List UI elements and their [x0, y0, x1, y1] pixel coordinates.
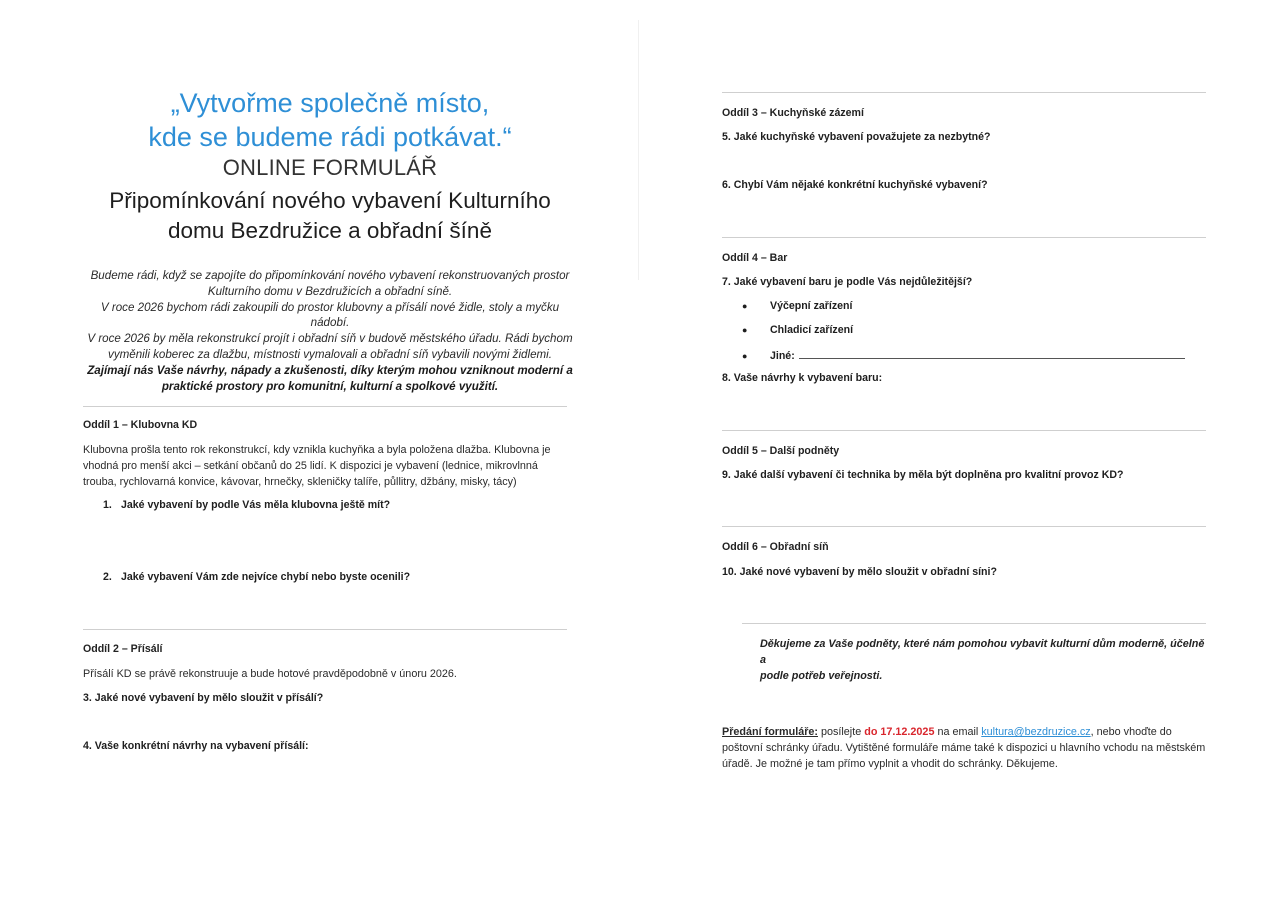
option-label: Výčepní zařízení: [770, 300, 853, 312]
option-item: [742, 348, 1185, 362]
thanks-line: Děkujeme za Vaše podněty, které nám pomohou vybavit kulturní dům moderně, účelně a: [760, 638, 1205, 666]
question-10: 10. Jaké nové vybavení by mělo sloužit v obřadní síni?: [722, 566, 997, 578]
quote-line-2: kde se budeme rádi potkávat.“: [148, 122, 512, 152]
intro-bold-line: Zajímají nás Vaše návrhy, nápady a zkušenosti, díky kterým mohou vzniknout moderní a: [87, 363, 573, 377]
intro-line: V roce 2026 by měla rekonstrukcí projít i obřadní síň v budově městského úřadu. Rádi bychom: [87, 332, 573, 346]
section-1-text-line: Klubovna prošla tento rok rekonstrukcí, kdy vznikla kuchyňka a byla položena dlažba. Klubovna je: [83, 444, 551, 456]
question-4: 4. Vaše konkrétní návrhy na vybavení přísálí:: [83, 740, 309, 752]
other-fill-line[interactable]: [799, 348, 1185, 359]
submission-label: Předání formuláře:: [722, 726, 818, 738]
thanks-line: podle potřeb veřejnosti.: [760, 670, 883, 682]
question-6: 6. Chybí Vám nějaké konkrétní kuchyňské vybavení?: [722, 179, 988, 191]
section-2-text: Přísálí KD se právě rekonstruuje a bude hotové pravděpodobně v únoru 2026.: [83, 668, 457, 680]
question-2-number: 2.: [103, 571, 112, 583]
section-1-text-line: vhodná pro menší akci – setkání občanů do 25 lidí. K dispozici je vybavení (lednice, mikrovlnná: [83, 460, 538, 472]
submission-text: , nebo vhoďte do: [1090, 726, 1172, 738]
divider: [722, 237, 1206, 238]
subtitle-line-1: Připomínkování nového vybavení Kulturního: [109, 188, 551, 213]
section-6-title: Oddíl 6 – Obřadní síň: [722, 541, 829, 553]
form-label: ONLINE FORMULÁŘ: [222, 155, 438, 180]
intro-bold-line: praktické prostory pro komunitní, kulturní a spolkové využití.: [161, 379, 499, 393]
intro-line: Kulturního domu v Bezdružicích a obřadní síně.: [207, 284, 453, 298]
bullet-icon: ●: [742, 325, 748, 335]
bullet-icon: ●: [742, 301, 748, 311]
submission-text: na email: [934, 726, 982, 738]
divider: [722, 430, 1206, 431]
bullet-icon: ●: [742, 351, 748, 361]
section-1-title: Oddíl 1 – Klubovna KD: [83, 419, 198, 431]
section-4-title: Oddíl 4 – Bar: [722, 252, 788, 264]
question-7: 7. Jaké vybavení baru je podle Vás nejdůležitější?: [722, 276, 973, 288]
header: [80, 86, 580, 246]
question-1-text: Jaké vybavení by podle Vás měla klubovna ještě mít?: [121, 499, 391, 511]
submission-info: [722, 724, 1212, 772]
page-separator: [638, 20, 639, 280]
intro-text: [76, 268, 584, 394]
question-2-text: Jaké vybavení Vám zde nejvíce chybí nebo byste ocenili?: [121, 571, 411, 583]
question-3: 3. Jaké nové vybavení by mělo sloužit v přísálí?: [83, 692, 324, 704]
intro-line: V roce 2026 bychom rádi zakoupili do prostor klubovny a přísálí nové židle, stoly a myčku: [100, 300, 560, 314]
question-1: [103, 499, 390, 511]
option-label: Chladicí zařízení: [770, 324, 854, 336]
section-2-title: Oddíl 2 – Přísálí: [83, 643, 163, 655]
divider: [722, 526, 1206, 527]
deadline: do 17.12.2025: [864, 726, 935, 738]
option-item: [742, 324, 853, 336]
question-2: [103, 571, 410, 583]
question-9: 9. Jaké další vybavení či technika by měla být doplněna pro kvalitní provoz KD?: [722, 469, 1124, 481]
intro-line: Budeme rádi, když se zapojíte do připomínkování nového vybavení rekonstruovaných prostor: [90, 269, 570, 282]
section-1-text: [83, 442, 583, 490]
option-item: [742, 300, 852, 312]
intro-line: nádobí.: [310, 316, 350, 330]
divider: [83, 629, 567, 630]
intro-line: vyměnili koberec za dlažbu, místnosti vymalovali a obřadní síň vybavili novými židlemi.: [108, 347, 552, 361]
subtitle-line-2: domu Bezdružice a obřadní šíně: [168, 218, 492, 243]
section-1-text-line: trouba, rychlovarná konvice, kávovar, hrnečky, skleničky talíře, půllitry, džbány, misky, tácy): [83, 476, 517, 488]
submission-line-2: poštovní schránky úřadu. Vytištěné formuláře máme také k dispozici u hlavního vchodu na městském: [722, 742, 1206, 754]
question-5: 5. Jaké kuchyňské vybavení považujete za nezbytné?: [722, 131, 991, 143]
divider: [83, 406, 567, 407]
option-label: Jiné:: [770, 350, 795, 362]
question-8: 8. Vaše návrhy k vybavení baru:: [722, 372, 883, 384]
email-link[interactable]: kultura@bezdruzice.cz: [981, 726, 1091, 738]
submission-text: posílejte: [818, 726, 865, 738]
divider: [722, 92, 1206, 93]
question-1-number: 1.: [103, 499, 112, 511]
submission-line-3: úřadě. Je možné je tam přímo vyplnit a vhodit do schránky. Děkujeme.: [722, 758, 1058, 770]
divider: [742, 623, 1206, 624]
quote-line-1: „Vytvořme společně místo,: [170, 88, 490, 118]
section-5-title: Oddíl 5 – Další podněty: [722, 445, 840, 457]
thanks-note: [760, 636, 1210, 684]
section-3-title: Oddíl 3 – Kuchyňské zázemí: [722, 107, 864, 119]
